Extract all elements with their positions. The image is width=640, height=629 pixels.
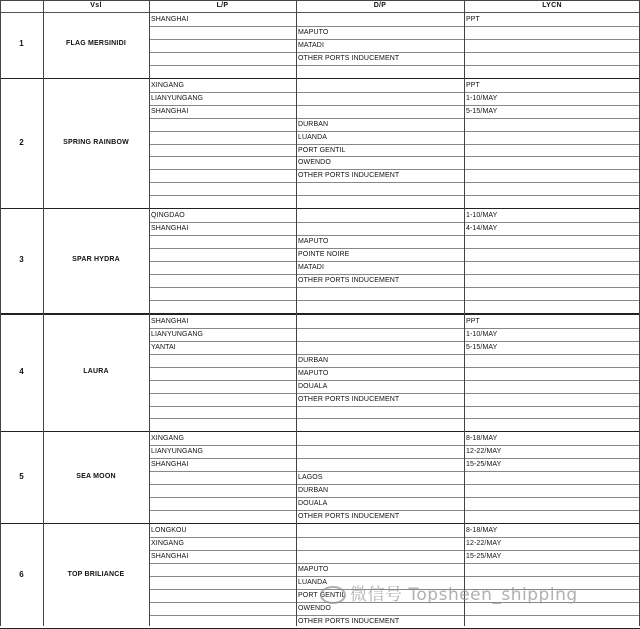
- discharge-port-cell: [296, 287, 463, 300]
- discharge-port-cell: MAPUTO: [298, 28, 329, 36]
- row-divider: [149, 26, 640, 27]
- row-divider: [149, 65, 640, 66]
- laycan-cell: PPT: [466, 81, 480, 89]
- loading-port-cell: [149, 248, 295, 261]
- laycan-cell: [464, 274, 639, 287]
- loading-port-cell: [149, 471, 295, 484]
- row-divider: [149, 144, 640, 145]
- laycan-cell: [464, 65, 639, 78]
- loading-port-cell: [149, 380, 295, 393]
- laycan-cell: 15-25/MAY: [466, 552, 502, 560]
- discharge-port-cell: OTHER PORTS INDUCEMENT: [298, 513, 400, 521]
- row-divider: [149, 274, 640, 275]
- discharge-port-cell: [296, 65, 463, 78]
- laycan-cell: 4-14/MAY: [466, 225, 498, 233]
- row-divider: [149, 328, 640, 329]
- discharge-port-cell: MAPUTO: [298, 369, 329, 377]
- loading-port-cell: [149, 156, 295, 169]
- laycan-cell: [464, 418, 639, 431]
- discharge-port-cell: MAPUTO: [298, 565, 329, 573]
- loading-port-cell: [149, 131, 295, 144]
- row-divider: [149, 248, 640, 249]
- row-divider: [149, 510, 640, 511]
- row-divider: [149, 484, 640, 485]
- discharge-port-cell: [296, 92, 463, 105]
- row-divider: [149, 537, 640, 538]
- row-divider: [149, 222, 640, 223]
- row-divider: [149, 182, 640, 183]
- loading-port-cell: [149, 367, 295, 380]
- row-divider: [149, 105, 640, 106]
- loading-port-cell: [149, 563, 295, 576]
- loading-port-cell: [149, 274, 295, 287]
- loading-port-cell: SHANGHAI: [151, 107, 189, 115]
- laycan-cell: 15-25/MAY: [466, 461, 502, 469]
- loading-port-cell: SHANGHAI: [151, 225, 189, 233]
- column-divider: [149, 0, 150, 626]
- loading-port-cell: QINGDAO: [151, 212, 185, 220]
- vessel-number: 5: [19, 471, 24, 481]
- discharge-port-cell: [296, 222, 463, 235]
- discharge-port-cell: OWENDO: [298, 159, 331, 167]
- loading-port-cell: [149, 300, 295, 313]
- loading-port-cell: XINGANG: [151, 540, 184, 547]
- loading-port-cell: LIANYUNGANG: [151, 94, 204, 102]
- loading-port-cell: LONGKOU: [151, 527, 187, 535]
- laycan-cell: [464, 380, 639, 393]
- discharge-port-cell: DURBAN: [298, 487, 329, 495]
- laycan-cell: 1-10/MAY: [466, 94, 498, 102]
- discharge-port-cell: PORT GENTIL: [298, 591, 346, 599]
- discharge-port-cell: DOUALA: [298, 500, 328, 508]
- laycan-cell: PPT: [466, 16, 480, 23]
- row-divider: [149, 92, 640, 93]
- discharge-port-cell: LUANDA: [298, 578, 327, 586]
- discharge-port-cell: PORT GENTIL: [298, 146, 346, 154]
- header-lycn: LYCN: [542, 2, 562, 9]
- discharge-port-cell: POINTE NOIRE: [298, 251, 350, 259]
- wechat-icon: [320, 586, 346, 604]
- header-dp: D/P: [373, 2, 387, 9]
- row-divider: [149, 354, 640, 355]
- discharge-port-cell: MATADI: [298, 264, 325, 272]
- discharge-port-cell: [296, 524, 463, 537]
- laycan-cell: [464, 26, 639, 39]
- vessel-number: 4: [19, 367, 24, 377]
- discharge-port-cell: [296, 105, 463, 118]
- row-divider: [149, 118, 640, 119]
- laycan-cell: [464, 510, 639, 523]
- discharge-port-cell: LUANDA: [298, 133, 327, 141]
- laycan-cell: 8-18/MAY: [466, 527, 498, 535]
- row-divider: [149, 445, 640, 446]
- discharge-port-cell: DURBAN: [298, 120, 329, 128]
- header-vsl: Vsl: [90, 2, 102, 9]
- discharge-port-cell: [296, 315, 463, 328]
- discharge-port-cell: [296, 195, 463, 208]
- laycan-cell: [464, 131, 639, 144]
- row-divider: [149, 576, 640, 577]
- vessel-number: 6: [19, 569, 24, 579]
- discharge-port-cell: DOUALA: [298, 382, 328, 390]
- loading-port-cell: [149, 497, 295, 510]
- discharge-port-cell: [296, 300, 463, 313]
- laycan-cell: 12-22/MAY: [466, 448, 502, 456]
- loading-port-cell: [149, 39, 295, 52]
- laycan-cell: [464, 287, 639, 300]
- discharge-port-cell: OTHER PORTS INDUCEMENT: [298, 617, 400, 625]
- loading-port-cell: XINGANG: [151, 435, 184, 443]
- loading-port-cell: LIANYUNGANG: [151, 448, 204, 456]
- loading-port-cell: [149, 602, 295, 615]
- discharge-port-cell: [296, 418, 463, 431]
- vessel-number: 2: [19, 137, 24, 147]
- laycan-cell: [464, 300, 639, 313]
- laycan-cell: [464, 235, 639, 248]
- column-divider: [0, 0, 1, 626]
- loading-port-cell: SHANGHAI: [151, 461, 189, 469]
- loading-port-cell: XINGANG: [151, 81, 184, 89]
- discharge-port-cell: [296, 458, 463, 471]
- loading-port-cell: [149, 144, 295, 157]
- loading-port-cell: [149, 26, 295, 39]
- discharge-port-cell: [296, 13, 463, 26]
- laycan-cell: [464, 393, 639, 406]
- laycan-cell: 5-15/MAY: [466, 107, 498, 115]
- discharge-port-cell: OTHER PORTS INDUCEMENT: [298, 54, 400, 62]
- row-divider: [149, 235, 640, 236]
- row-divider: [149, 615, 640, 616]
- laycan-cell: [464, 248, 639, 261]
- discharge-port-cell: [296, 328, 463, 341]
- watermark-text: 微信号 Topsheen_shipping: [350, 585, 578, 605]
- loading-port-cell: [149, 406, 295, 419]
- row-divider: [149, 156, 640, 157]
- vessel-name: TOP BRILIANCE: [67, 570, 125, 578]
- discharge-port-cell: MATADI: [298, 41, 325, 49]
- loading-port-cell: SHANGHAI: [151, 317, 189, 325]
- loading-port-cell: [149, 354, 295, 367]
- column-divider: [43, 0, 44, 626]
- loading-port-cell: [149, 118, 295, 131]
- loading-port-cell: [149, 484, 295, 497]
- discharge-port-cell: LAGOS: [298, 474, 323, 482]
- laycan-cell: [464, 169, 639, 182]
- row-divider: [149, 341, 640, 342]
- laycan-cell: [464, 563, 639, 576]
- laycan-cell: 8-18/MAY: [466, 435, 498, 443]
- discharge-port-cell: OTHER PORTS INDUCEMENT: [298, 277, 400, 284]
- row-divider: [149, 300, 640, 301]
- vessel-name: SPAR HYDRA: [72, 256, 120, 264]
- laycan-cell: 12-22/MAY: [466, 540, 502, 547]
- discharge-port-cell: MAPUTO: [298, 238, 329, 246]
- loading-port-cell: [149, 182, 295, 195]
- discharge-port-cell: [296, 209, 463, 222]
- row-divider: [149, 261, 640, 262]
- row-divider: [149, 380, 640, 381]
- discharge-port-cell: [296, 537, 463, 550]
- row-divider: [149, 418, 640, 419]
- column-divider: [464, 0, 465, 626]
- loading-port-cell: [149, 65, 295, 78]
- discharge-port-cell: [296, 182, 463, 195]
- laycan-cell: 5-15/MAY: [466, 343, 498, 351]
- loading-port-cell: [149, 287, 295, 300]
- vessel-number: 1: [19, 39, 24, 49]
- discharge-port-cell: [296, 341, 463, 354]
- loading-port-cell: [149, 418, 295, 431]
- loading-port-cell: LIANYUNGANG: [151, 330, 204, 338]
- discharge-port-cell: [296, 406, 463, 419]
- laycan-cell: [464, 367, 639, 380]
- discharge-port-cell: [296, 79, 463, 92]
- laycan-cell: PPT: [466, 317, 480, 325]
- laycan-cell: [464, 52, 639, 65]
- laycan-cell: [464, 261, 639, 274]
- discharge-port-cell: [296, 550, 463, 563]
- loading-port-cell: [149, 576, 295, 589]
- loading-port-cell: [149, 52, 295, 65]
- loading-port-cell: [149, 235, 295, 248]
- row-divider: [149, 52, 640, 53]
- loading-port-cell: [149, 195, 295, 208]
- loading-port-cell: [149, 393, 295, 406]
- row-divider: [149, 131, 640, 132]
- loading-port-cell: [149, 589, 295, 602]
- row-divider: [149, 550, 640, 551]
- column-divider: [296, 0, 297, 626]
- row-divider: [149, 406, 640, 407]
- loading-port-cell: SHANGHAI: [151, 16, 189, 23]
- loading-port-cell: SHANGHAI: [151, 552, 189, 560]
- row-divider: [149, 169, 640, 170]
- laycan-cell: [464, 406, 639, 419]
- row-divider: [149, 367, 640, 368]
- vessel-divider: [0, 628, 640, 629]
- discharge-port-cell: OTHER PORTS INDUCEMENT: [298, 395, 400, 403]
- vessel-name: LAURA: [83, 368, 109, 376]
- laycan-cell: [464, 195, 639, 208]
- vessel-name: SEA MOON: [76, 472, 116, 480]
- discharge-port-cell: OWENDO: [298, 604, 331, 612]
- laycan-cell: [464, 484, 639, 497]
- laycan-cell: [464, 182, 639, 195]
- loading-port-cell: YANTAI: [151, 343, 176, 351]
- discharge-port-cell: [296, 432, 463, 445]
- header-lp: L/P: [216, 2, 229, 9]
- row-divider: [149, 195, 640, 196]
- laycan-cell: 1-10/MAY: [466, 330, 498, 338]
- laycan-cell: [464, 118, 639, 131]
- laycan-cell: [464, 471, 639, 484]
- loading-port-cell: [149, 169, 295, 182]
- row-divider: [149, 287, 640, 288]
- row-divider: [149, 458, 640, 459]
- laycan-cell: 1-10/MAY: [466, 212, 498, 220]
- loading-port-cell: [149, 261, 295, 274]
- row-divider: [149, 471, 640, 472]
- laycan-cell: [464, 39, 639, 52]
- discharge-port-cell: DURBAN: [298, 356, 329, 364]
- laycan-cell: [464, 144, 639, 157]
- vessel-name: SPRING RAINBOW: [63, 138, 129, 146]
- laycan-cell: [464, 156, 639, 169]
- row-divider: [149, 39, 640, 40]
- laycan-cell: [464, 354, 639, 367]
- discharge-port-cell: OTHER PORTS INDUCEMENT: [298, 172, 400, 180]
- laycan-cell: [464, 497, 639, 510]
- table-top-border: [0, 0, 640, 1]
- row-divider: [149, 497, 640, 498]
- vessel-number: 3: [19, 255, 24, 265]
- loading-port-cell: [149, 510, 295, 523]
- row-divider: [149, 563, 640, 564]
- discharge-port-cell: [296, 445, 463, 458]
- vessel-name: FLAG MERSINIDI: [66, 40, 126, 48]
- watermark: [320, 580, 578, 605]
- row-divider: [149, 393, 640, 394]
